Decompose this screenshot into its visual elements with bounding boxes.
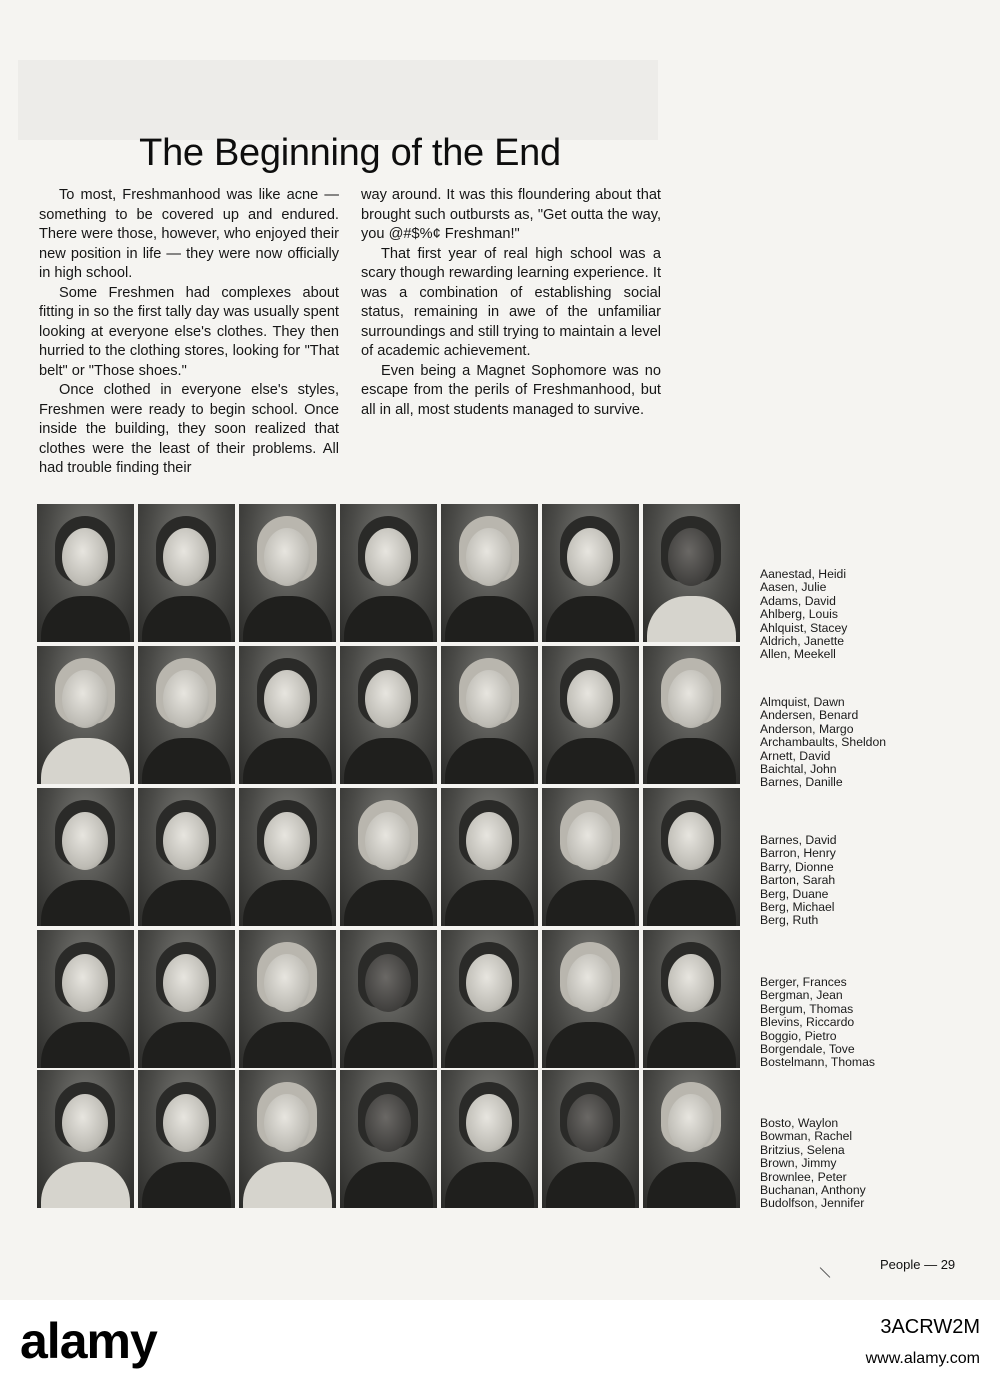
stray-mark [820, 1267, 831, 1278]
student-name: Berg, Ruth [760, 913, 819, 928]
student-photo [340, 504, 437, 642]
student-name: Boggio, Pietro [760, 1028, 837, 1043]
student-photo [138, 930, 235, 1068]
student-photo [542, 930, 639, 1068]
student-photo [643, 788, 740, 926]
name-list-row-2 [760, 696, 886, 790]
student-name: Britzius, Selena [760, 1142, 845, 1157]
article-column-2 [361, 186, 661, 420]
student-photo [340, 930, 437, 1068]
student-name: Barnes, Danille [760, 775, 843, 790]
student-name: Aldrich, Janette [760, 634, 845, 649]
student-name: Budolfson, Jennifer [760, 1196, 865, 1211]
student-name: Adams, David [760, 593, 836, 608]
student-photo [643, 1070, 740, 1208]
student-photo [239, 504, 336, 642]
headline: The Beginning of the End [139, 132, 561, 174]
student-photo [542, 788, 639, 926]
student-photo [340, 788, 437, 926]
article-column-1 [39, 186, 339, 479]
student-photo [441, 1070, 538, 1208]
student-photo [643, 646, 740, 784]
student-photo [138, 646, 235, 784]
student-photo [37, 1070, 134, 1208]
photo-row-4 [37, 930, 743, 1068]
student-name: Baichtal, John [760, 762, 837, 777]
student-name: Bergum, Thomas [760, 1001, 854, 1016]
student-photo [441, 788, 538, 926]
name-list-row-1 [760, 568, 847, 662]
student-photo [37, 930, 134, 1068]
student-name: Anderson, Margo [760, 721, 854, 736]
image-code: 3ACRW2M [880, 1316, 980, 1338]
student-name: Barton, Sarah [760, 873, 836, 888]
student-name: Barry, Dionne [760, 859, 834, 874]
page-folio: People — 29 [880, 1257, 956, 1272]
paragraph: Some Freshmen had complexes about fitting in so the first tally day was usually spent looking at everyone else's clothes. They then hurried to the clothing stores, looking for "That belt" or "Those shoes." [39, 284, 339, 379]
name-list-row-3 [760, 834, 837, 928]
student-photo [239, 1070, 336, 1208]
student-photo [37, 504, 134, 642]
student-photo [239, 930, 336, 1068]
student-name: Aasen, Julie [760, 580, 827, 595]
student-photo [542, 646, 639, 784]
paragraph: Once clothed in everyone else's styles, Freshmen were ready to begin school. Once inside the building, they soon realized that clothes were the least of their problems. All had trouble finding their [39, 382, 339, 476]
student-name: Berg, Duane [760, 886, 829, 901]
student-photo [138, 504, 235, 642]
student-photo [37, 788, 134, 926]
student-name: Almquist, Dawn [760, 695, 845, 709]
student-name: Borgendale, Tove [760, 1042, 855, 1057]
student-name: Bosto, Waylon [760, 1116, 839, 1130]
student-name: Bowman, Rachel [760, 1129, 853, 1144]
paragraph: To most, Freshmanhood was like acne — something to be covered up and endured. There were those, however, who enjoyed their new position in life — they were now officially in high school. [39, 187, 339, 281]
student-photo [542, 1070, 639, 1208]
student-photo [37, 646, 134, 784]
student-name: Archambaults, Sheldon [760, 735, 887, 750]
student-photo [643, 504, 740, 642]
site-url: www.alamy.com [865, 1350, 980, 1367]
student-name: Brown, Jimmy [760, 1156, 837, 1171]
name-list-row-5 [760, 1117, 866, 1211]
student-photo [643, 930, 740, 1068]
student-photo [138, 788, 235, 926]
student-photo [340, 1070, 437, 1208]
student-photo [340, 646, 437, 784]
student-name: Brownlee, Peter [760, 1169, 847, 1184]
student-name: Bergman, Jean [760, 988, 843, 1003]
student-name: Andersen, Benard [760, 708, 859, 723]
student-name: Barron, Henry [760, 846, 836, 861]
photo-row-5 [37, 1070, 743, 1208]
student-name: Buchanan, Anthony [760, 1183, 866, 1198]
student-name: Barnes, David [760, 833, 837, 847]
name-list-row-4 [760, 976, 875, 1070]
student-name: Allen, Meekell [760, 647, 836, 662]
paragraph: way around. It was this floundering about that brought such outbursts as, "Get outta the way, you @#$%¢ Freshman!" [361, 187, 661, 242]
student-name: Blevins, Riccardo [760, 1015, 855, 1030]
student-photo [441, 930, 538, 1068]
stock-footer [0, 1300, 1000, 1390]
student-photo [239, 646, 336, 784]
student-photo [441, 504, 538, 642]
student-name: Bostelmann, Thomas [760, 1055, 875, 1070]
student-photo [138, 1070, 235, 1208]
student-photo [441, 646, 538, 784]
student-name: Berger, Frances [760, 975, 847, 989]
photo-row-3 [37, 788, 743, 926]
student-name: Berg, Michael [760, 900, 835, 915]
student-name: Ahlberg, Louis [760, 607, 838, 622]
photo-row-2 [37, 646, 743, 784]
paragraph: Even being a Magnet Sophomore was no escape from the perils of Freshmanhood, but all in all, most students managed to survive. [361, 362, 661, 418]
photo-row-1 [37, 504, 743, 642]
student-name: Ahlquist, Stacey [760, 620, 848, 635]
student-name: Aanestad, Heidi [760, 567, 847, 581]
student-photo [542, 504, 639, 642]
paragraph: That first year of real high school was a scary though rewarding learning experience. It was a combination of establishing social status, remaining in awe of the unfamiliar surroundings and still trying to maintain a level of academic achievement. [361, 245, 661, 359]
student-photo [239, 788, 336, 926]
alamy-logo: alamy [20, 1313, 157, 1369]
student-name: Arnett, David [760, 748, 831, 763]
